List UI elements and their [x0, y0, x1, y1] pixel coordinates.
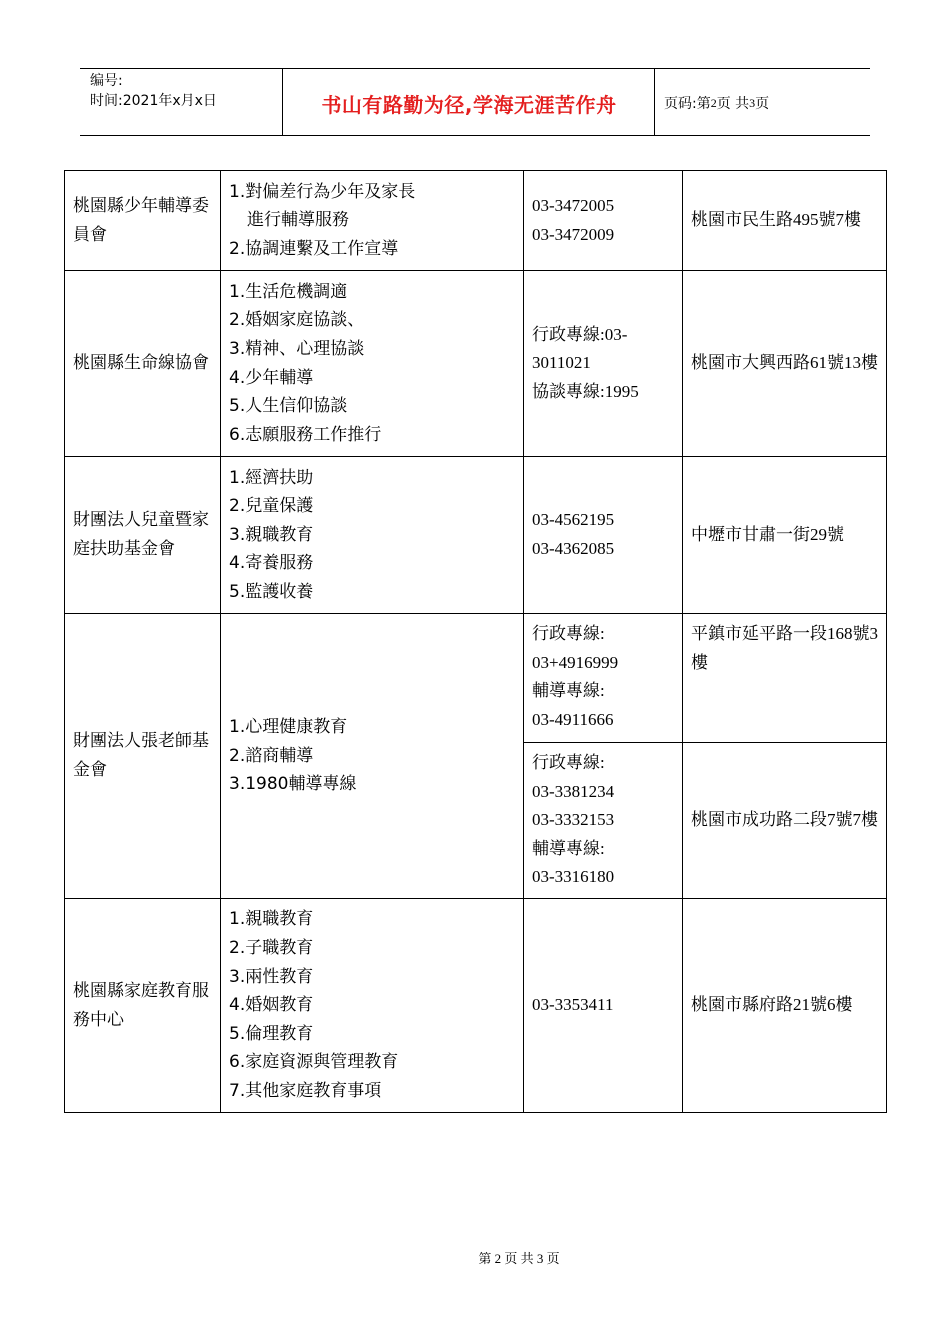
services-cell: [221, 457, 524, 614]
org-name-cell: 桃園縣生命線協會: [65, 271, 221, 457]
service-item: 3.1980輔導專線: [229, 774, 357, 795]
org-name-cell: 桃園縣少年輔導委員會: [65, 171, 221, 271]
phone-number: 03-3332153: [532, 810, 615, 830]
footer-mid: 页 共: [504, 1251, 534, 1266]
footer-prefix: 第: [478, 1251, 492, 1266]
phone-label: 輔導專線:: [532, 681, 605, 701]
footer-page-total: 3: [536, 1251, 544, 1266]
phone-number: 行政專線:03-3011021: [532, 324, 628, 373]
phone-label: 行政專線:: [532, 753, 605, 772]
service-item: 1.對偏差行為少年及家長: [229, 181, 416, 202]
address-cell: 桃園市成功路二段7號7樓: [683, 743, 887, 899]
service-item: 1.經濟扶助: [229, 467, 314, 488]
header-page-total: 3: [749, 95, 756, 110]
org-name-cell: 桃園縣家庭教育服務中心: [65, 899, 221, 1113]
org-name-cell: 財團法人張老師基金會: [65, 614, 221, 899]
phone-number: 03-3381234: [532, 781, 615, 801]
service-item: 2.協調連繫及工作宣導: [229, 238, 399, 259]
address-cell: 平鎮市延平路一段168號3樓: [683, 614, 887, 743]
service-item: 5.人生信仰協談: [229, 396, 348, 417]
phone-number: 03-3353411: [532, 995, 614, 1015]
service-item: 6.家庭資源與管理教育: [229, 1052, 399, 1073]
service-item: 5.倫理教育: [229, 1023, 314, 1044]
table-row: [65, 614, 887, 743]
phone-number: 03-3472009: [532, 224, 615, 244]
service-item: 2.兒童保護: [229, 496, 314, 517]
address-cell: 中壢市甘肅一街29號: [683, 457, 887, 614]
org-name-cell: 財團法人兒童暨家庭扶助基金會: [65, 457, 221, 614]
phone-number: 03+4916999: [532, 652, 619, 672]
header-page-indicator: [664, 69, 769, 137]
page-footer: [0, 1248, 950, 1267]
table-row: [65, 899, 887, 1113]
page-header: [80, 68, 870, 136]
phone-cell: [524, 743, 683, 899]
header-page-mid: 页 共: [716, 96, 750, 112]
service-item: 進行輔導服務: [247, 210, 349, 231]
services-cell: [221, 171, 524, 271]
table-row: [65, 271, 887, 457]
service-item: 4.婚姻教育: [229, 995, 314, 1016]
phone-cell: [524, 171, 683, 271]
phone-number: 03-4362085: [532, 539, 615, 558]
service-item: 3.精神、心理協談: [229, 338, 365, 359]
phone-number: 協談專線:1995: [532, 381, 639, 401]
table-row: [65, 171, 887, 271]
service-item: 1.親職教育: [229, 909, 314, 930]
header-page-end: 页: [755, 96, 770, 112]
phone-number: 03-4911666: [532, 709, 614, 729]
service-directory-table: [64, 170, 887, 1113]
phone-number: 03-4562195: [532, 510, 615, 530]
service-item: 4.少年輔導: [229, 367, 314, 388]
phone-cell: [524, 457, 683, 614]
services-cell: [221, 899, 524, 1113]
phone-number: 03-3472005: [532, 195, 615, 215]
service-item: 4.寄養服務: [229, 553, 314, 574]
header-page-current: 2: [710, 95, 717, 110]
service-item: 3.兩性教育: [229, 966, 314, 987]
services-cell: [221, 614, 524, 899]
service-item: 7.其他家庭教育事項: [229, 1080, 382, 1101]
header-motto: 书山有路勤为径,学海无涯苦作舟: [321, 92, 617, 117]
header-divider-right: [654, 69, 655, 135]
address-cell: 桃園市縣府路21號6樓: [683, 899, 887, 1113]
doc-date-label: 时间:2021年x月x日: [90, 93, 217, 109]
address-cell: 桃園市大興西路61號13樓: [683, 271, 887, 457]
service-item: 2.子職教育: [229, 938, 314, 959]
service-item: 5.監護收養: [229, 581, 314, 602]
service-item: 2.諮商輔導: [229, 745, 314, 766]
service-item: 2.婚姻家庭協談、: [229, 310, 365, 331]
services-cell: [221, 271, 524, 457]
phone-cell: [524, 271, 683, 457]
service-item: 1.生活危機調適: [229, 281, 348, 302]
doc-number-label: 编号:: [90, 73, 123, 89]
footer-suffix: 页: [546, 1251, 560, 1266]
service-item: 1.心理健康教育: [229, 717, 348, 738]
phone-number: 03-3316180: [532, 867, 615, 887]
address-cell: 桃園市民生路495號7樓: [683, 171, 887, 271]
service-item: 3.親職教育: [229, 524, 314, 545]
service-item: 6.志願服務工作推行: [229, 424, 382, 445]
table-row: [65, 457, 887, 614]
header-page-prefix: 页码:第: [664, 96, 711, 112]
phone-label: 輔導專線:: [532, 838, 605, 858]
phone-label: 行政專線:: [532, 624, 605, 643]
header-meta: [90, 71, 217, 111]
phone-cell: [524, 614, 683, 743]
footer-page-current: 2: [494, 1251, 502, 1266]
phone-cell: [524, 899, 683, 1113]
